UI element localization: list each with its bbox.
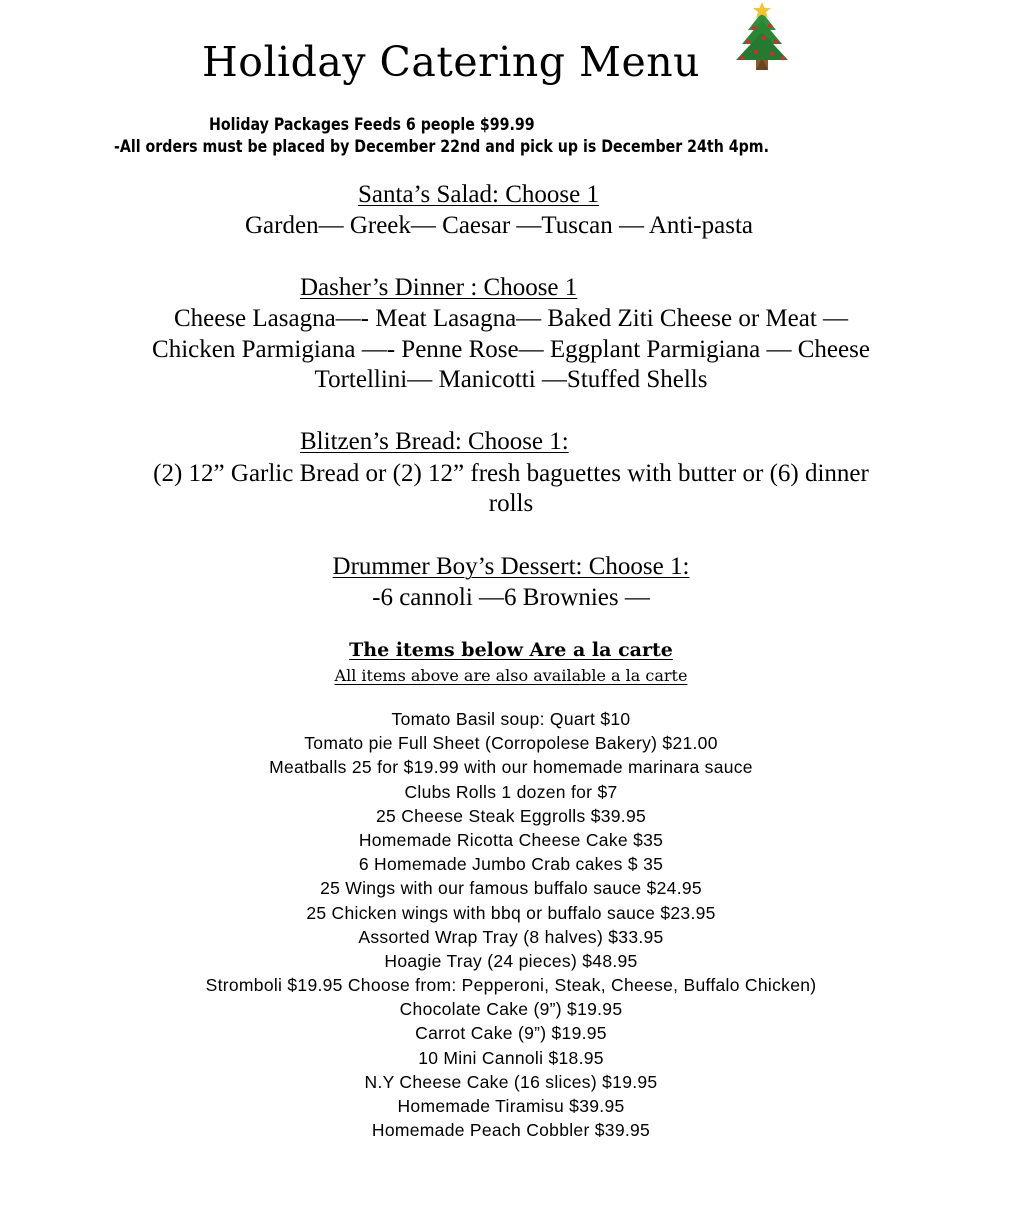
dinner-heading: Dasher’s Dinner : Choose 1 — [300, 274, 578, 301]
list-item: Meatballs 25 for $19.99 with our homemade marinara sauce — [269, 757, 753, 778]
dinner-options-line1: Cheese Lasagna—- Meat Lasagna— Baked Ziti Cheese or Meat — — [173, 305, 849, 332]
page-title: Holiday Catering Menu — [202, 38, 701, 86]
package-info: Holiday Packages Feeds 6 people $99.99 — [209, 115, 535, 134]
order-deadline: -All orders must be placed by December 22nd and pick up is December 24th 4pm. — [114, 137, 769, 156]
bread-heading: Blitzen’s Bread: Choose 1: — [300, 428, 569, 455]
list-item: Chocolate Cake (9”) $19.95 — [399, 999, 623, 1020]
list-item: Assorted Wrap Tray (8 halves) $33.95 — [358, 926, 664, 947]
list-item: N.Y Cheese Cake (16 slices) $19.95 — [364, 1071, 658, 1092]
a-la-carte-list — [0, 707, 1022, 1142]
salad-heading: Santa’s Salad: Choose 1 — [358, 181, 599, 208]
bread-options-line2: rolls — [488, 490, 534, 517]
list-item: 25 Chicken wings with bbq or buffalo sauce $23.95 — [306, 902, 716, 923]
list-item: Tomato pie Full Sheet (Corropolese Bakery) $21.00 — [304, 733, 718, 754]
dessert-heading: Drummer Boy’s Dessert: Choose 1: — [332, 553, 690, 580]
list-item: Tomato Basil soup: Quart $10 — [391, 709, 631, 729]
list-item: Homemade Ricotta Cheese Cake $35 — [358, 829, 664, 850]
list-item: Stromboli $19.95 Choose from: Pepperoni, Steak, Cheese, Buffalo Chicken) — [205, 975, 817, 996]
dinner-options-line3: Tortellini— Manicotti —Stuffed Shells — [314, 366, 708, 393]
list-item: Carrot Cake (9”) $19.95 — [415, 1023, 607, 1044]
list-item: 25 Wings with our famous buffalo sauce $24.95 — [320, 878, 702, 899]
list-item: 10 Mini Cannoli $18.95 — [418, 1047, 604, 1068]
list-item: Homemade Peach Cobbler $39.95 — [371, 1120, 651, 1141]
list-item: Clubs Rolls 1 dozen for $7 — [404, 781, 618, 802]
dessert-options: -6 cannoli —6 Brownies — — [372, 584, 650, 611]
christmas-tree-icon — [726, 0, 798, 74]
list-item: 25 Cheese Steak Eggrolls $39.95 — [375, 805, 647, 826]
salad-options: Garden— Greek— Caesar —Tuscan — Anti-pasta — [245, 212, 753, 239]
a-la-carte-heading: The items below Are a la carte — [349, 639, 673, 661]
list-item: 6 Homemade Jumbo Crab cakes $ 35 — [358, 854, 664, 875]
dinner-options-line2: Chicken Parmigiana —- Penne Rose— Eggplant Parmigiana — Cheese — [152, 336, 870, 363]
a-la-carte-subheading: All items above are also available a la carte — [334, 666, 688, 685]
list-item: Homemade Tiramisu $39.95 — [397, 1096, 625, 1116]
bread-options-line1: (2) 12” Garlic Bread or (2) 12” fresh baguettes with butter or (6) dinner — [153, 460, 869, 487]
list-item: Hoagie Tray (24 pieces) $48.95 — [384, 950, 638, 971]
